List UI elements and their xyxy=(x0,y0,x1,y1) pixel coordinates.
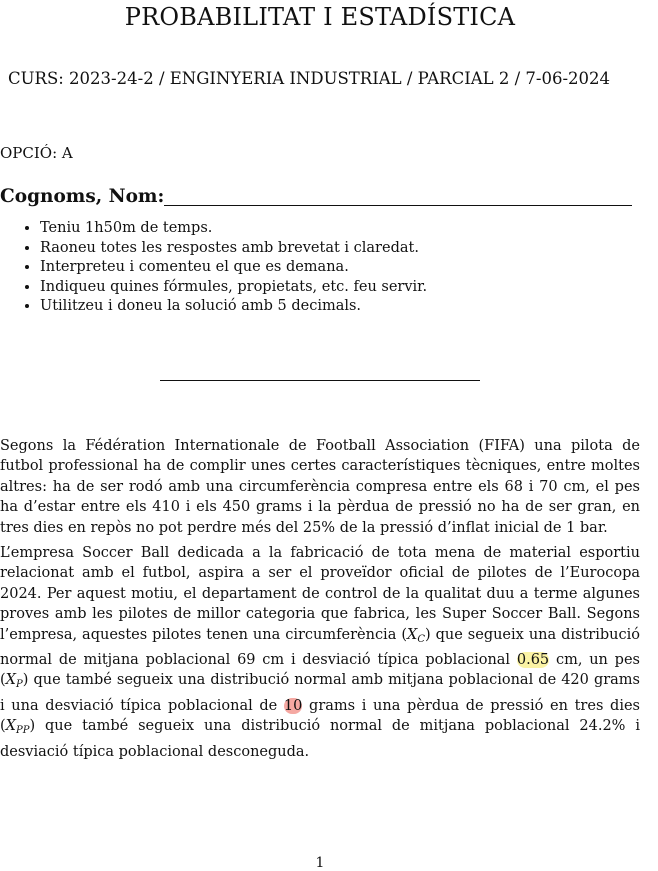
highlight-yellow: 0.65 xyxy=(516,652,550,669)
document-title: PROBABILITAT I ESTADÍSTICA xyxy=(124,3,516,31)
paragraph-text: ) que també segueix una distribució normal amb mitjana poblacional de 420 grams i una desviació típica poblacional de xyxy=(0,672,640,714)
instruction-item: • Indiqueu quines fórmules, propietats, etc. feu servir. xyxy=(40,278,427,298)
paragraph-text: cm, un pes ( xyxy=(0,652,640,689)
course-info: CURS: 2023-24-2 / ENGINYERIA INDUSTRIAL / PARCIAL 2 / 7-06-2024 xyxy=(8,69,611,88)
name-label: Cognoms, Nom: xyxy=(0,186,165,207)
paragraph-text: L’empresa Soccer Ball dedicada a la fabricació de tota mena de material esportiu relacionat amb el futbol, aspira a ser el proveïdor oficial de pilotes de l’Eurocopa 2024. Per aquest motiu, el departament de control de la qualitat duu a terme algunes proves amb les pilotes de millor categoria que fabrica, les Super Soccer Ball. Segons l’empresa, aquestes pilotes tenen una circumferència ( xyxy=(0,545,640,643)
paragraph-text: ) que també segueix una distribució normal de mitjana poblacional 24.2% i desviació típica poblacional desconeguda. xyxy=(0,718,640,760)
highlight-red: 10 xyxy=(283,697,303,714)
section-separator xyxy=(160,380,480,381)
paragraph-text: grams i una pèrdua de pressió en tres dies ( xyxy=(0,697,640,735)
variable-xc: $X_C$ xyxy=(406,626,425,645)
page-number: 1 xyxy=(315,855,325,871)
name-field-row xyxy=(0,186,632,210)
instruction-item: • Raoneu totes les respostes amb brevetat i claredat. xyxy=(40,239,427,259)
instructions-list xyxy=(0,219,427,317)
variable-xp: $X_P$ xyxy=(5,672,23,691)
exam-option: OPCIÓ: A xyxy=(0,144,73,162)
problem-paragraph-company xyxy=(0,543,640,762)
instruction-item: • Interpreteu i comenteu el que es demana. xyxy=(40,258,427,278)
variable-xpp: $X_{PP}$ xyxy=(5,718,30,737)
paragraph-text: ) que segueix una distribució normal de mitjana poblacional 69 cm i desviació típica poblacional xyxy=(0,626,640,669)
instruction-item: • Utilitzeu i doneu la solució amb 5 decimals. xyxy=(40,297,427,317)
problem-paragraph-fifa: Segons la Fédération Internationale de Football Association (FIFA) una pilota de futbol professional ha de complir unes certes característiques tècniques, entre moltes altres: ha de ser rodó amb una circumferència compresa entre els 68 i 70 cm, el pes ha d’estar entre els 410 i els 450 grams i la pèrdua de pressió no ha de ser gran, en tres dies en repòs no pot perdre més del 25% de la pressió d’inflat inicial de 1 bar. xyxy=(0,438,640,536)
name-blank-line xyxy=(164,205,632,206)
instruction-item: • Teniu 1h50m de temps. xyxy=(40,219,427,239)
